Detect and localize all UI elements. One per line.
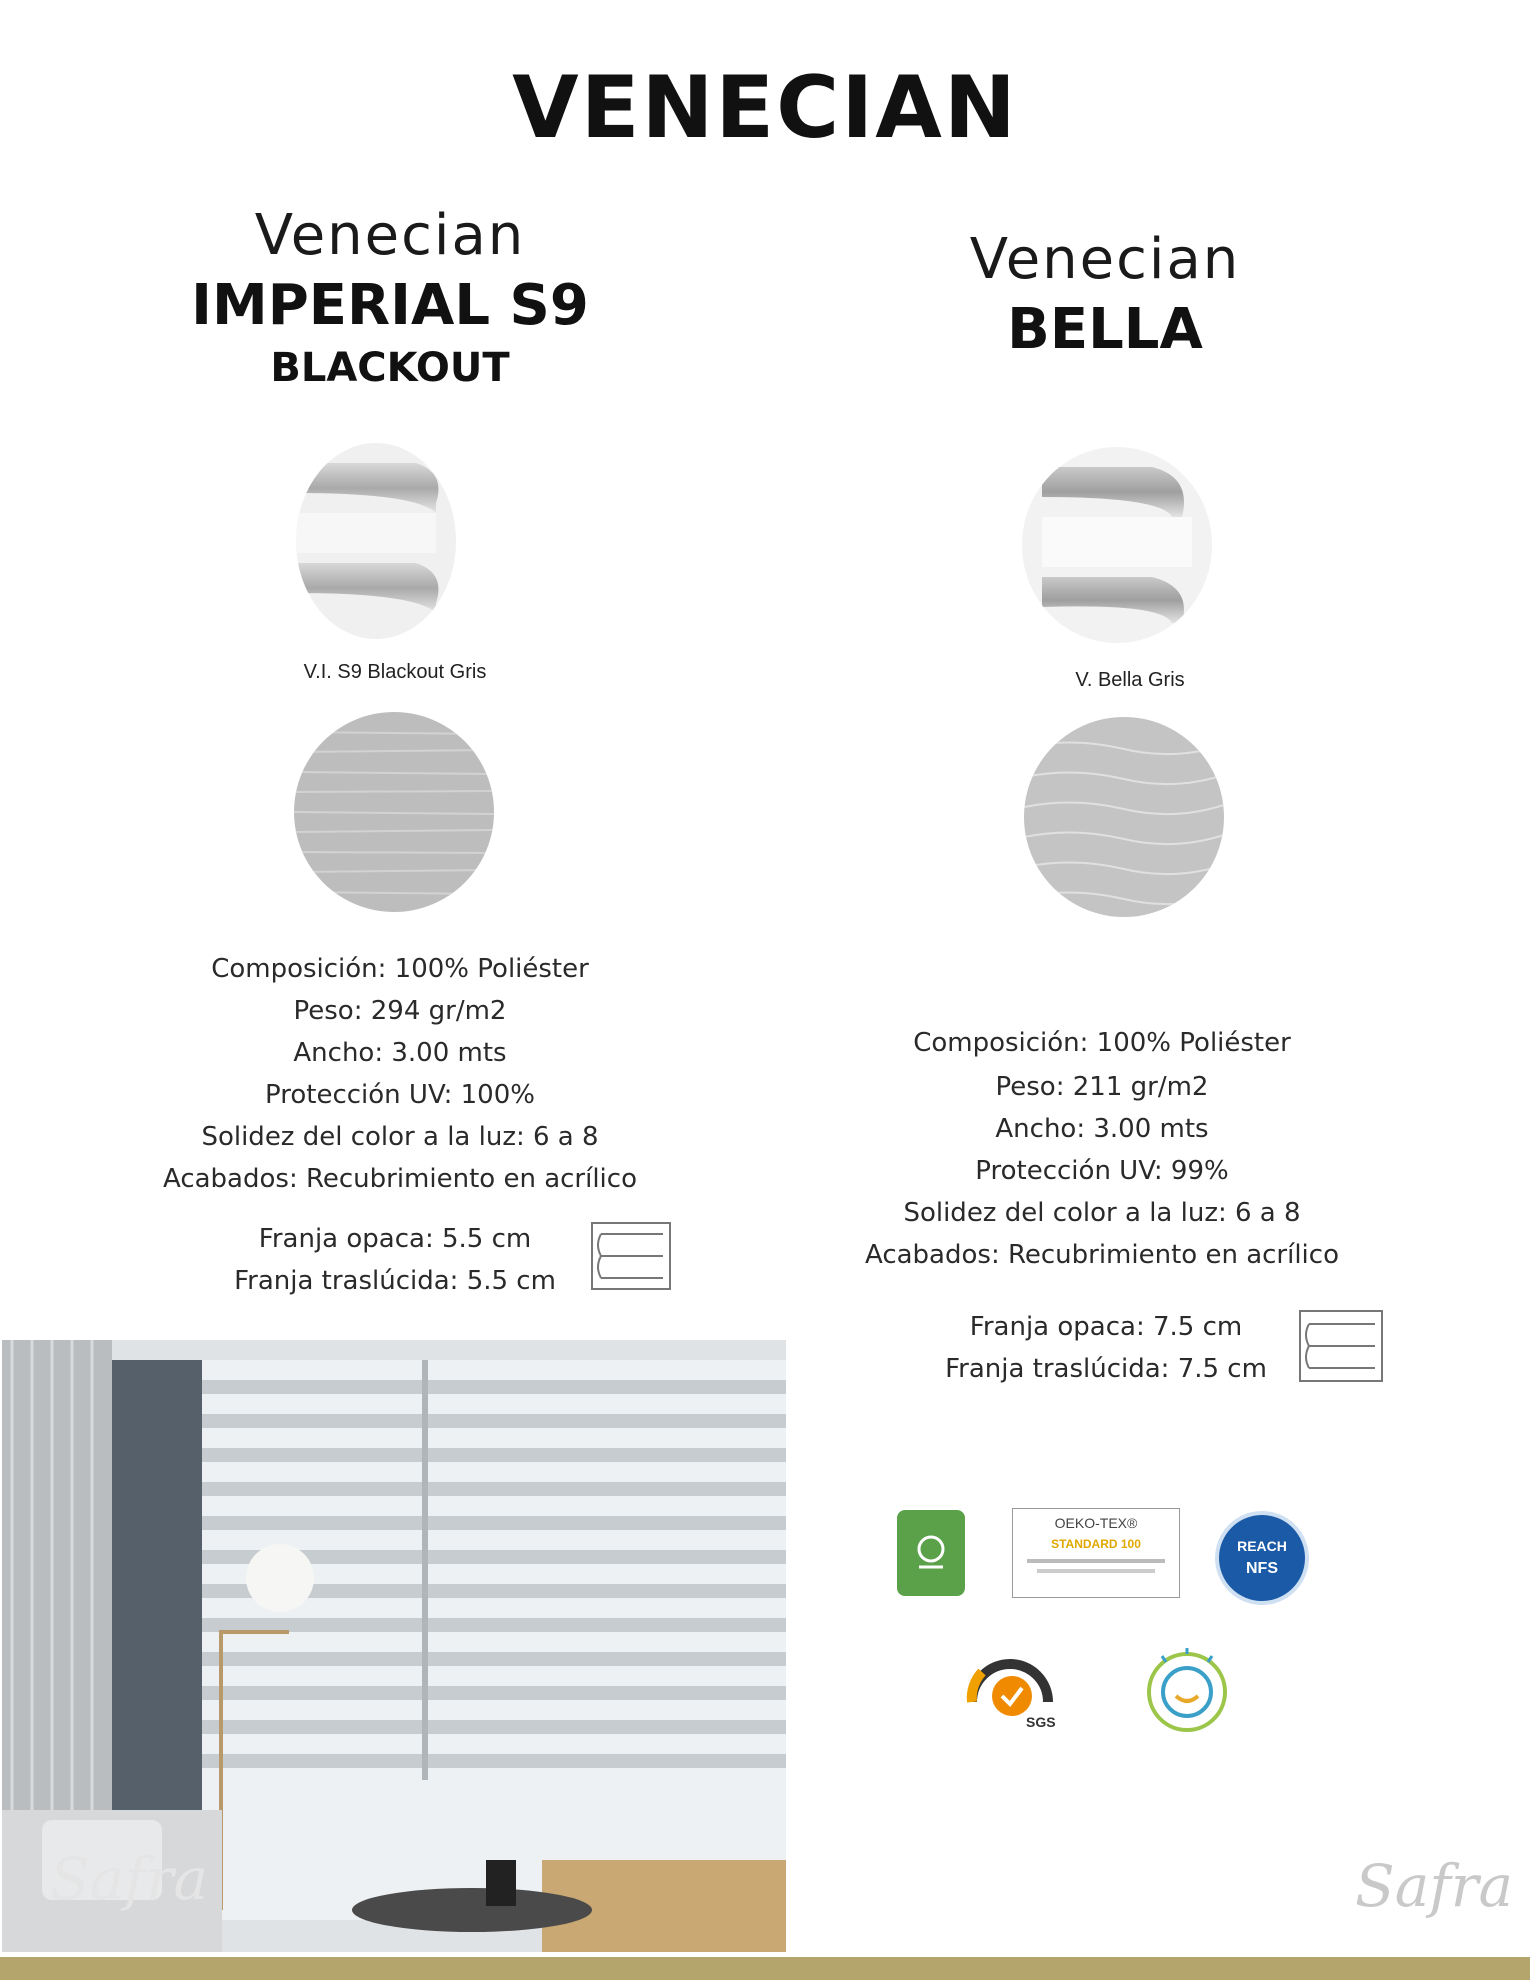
reach-icon (1215, 1511, 1309, 1605)
spec-opaque-stripe: Franja opaca: 7.5 cm (969, 1312, 1243, 1342)
stripe-diagram-icon (1299, 1310, 1383, 1382)
brand-watermark: Safra (50, 1845, 209, 1913)
eco-label-icon (897, 1510, 965, 1596)
spec-uv: Protección UV: 100% (265, 1080, 535, 1110)
footer-bar (0, 1957, 1530, 1980)
spec-opaque-stripe: Franja opaca: 5.5 cm (258, 1224, 532, 1254)
product-line-1: Venecian (969, 227, 1241, 292)
spec-color-fastness: Solidez del color a la luz: 6 a 8 (201, 1122, 599, 1152)
brand-logo: Safra (1355, 1852, 1514, 1920)
stripe-specs (200, 1218, 590, 1302)
fabric-swatch (1024, 717, 1224, 917)
product-line-1: Venecian (254, 203, 526, 268)
spec-translucent-stripe: Franja traslúcida: 5.5 cm (234, 1266, 556, 1296)
swatch-caption: V.I. S9 Blackout Gris (303, 661, 487, 683)
spec-composition: Composición: 100% Poliéster (913, 1028, 1291, 1058)
spec-color-fastness: Solidez del color a la luz: 6 a 8 (903, 1198, 1301, 1228)
spec-composition: Composición: 100% Poliéster (211, 954, 589, 984)
fabric-swatch (294, 712, 494, 912)
oeko-tex-icon (1012, 1508, 1180, 1598)
sgs-label: SGS (1026, 1714, 1056, 1730)
slat-profile-swatch (296, 443, 456, 639)
reach-label: REACH (1237, 1538, 1287, 1554)
spec-width: Ancho: 3.00 mts (995, 1114, 1209, 1144)
eco-smile-icon (1142, 1644, 1232, 1734)
spec-finish: Acabados: Recubrimiento en acrílico (163, 1164, 637, 1194)
product-line-2: IMPERIAL S9 (191, 273, 589, 338)
stripe-diagram-icon (591, 1222, 671, 1290)
slat-profile-swatch (1022, 447, 1212, 643)
stripe-specs (916, 1306, 1296, 1390)
spec-finish: Acabados: Recubrimiento en acrílico (865, 1240, 1339, 1270)
specs-list (130, 948, 670, 1200)
spec-weight: Peso: 294 gr/m2 (293, 996, 507, 1026)
spec-uv: Protección UV: 99% (975, 1156, 1229, 1186)
product-line-2: BELLA (1007, 297, 1203, 362)
oeko-tex-title: OEKO-TEX® (1054, 1515, 1138, 1531)
swatch-caption: V. Bella Gris (1075, 669, 1185, 691)
spec-weight: Peso: 211 gr/m2 (995, 1072, 1209, 1102)
product-line-3: BLACKOUT (270, 345, 510, 391)
sgs-certified-icon (962, 1642, 1062, 1734)
page-title: VENECIAN (512, 58, 1018, 158)
specs-list (832, 1022, 1372, 1276)
room-photo (2, 1340, 786, 1952)
oeko-tex-standard: STANDARD 100 (1051, 1537, 1141, 1551)
product-name-bella (900, 227, 1310, 362)
reach-sub: NFS (1246, 1560, 1278, 1577)
spec-width: Ancho: 3.00 mts (293, 1038, 507, 1068)
spec-translucent-stripe: Franja traslúcida: 7.5 cm (945, 1354, 1267, 1384)
product-name-imperial (150, 203, 630, 391)
